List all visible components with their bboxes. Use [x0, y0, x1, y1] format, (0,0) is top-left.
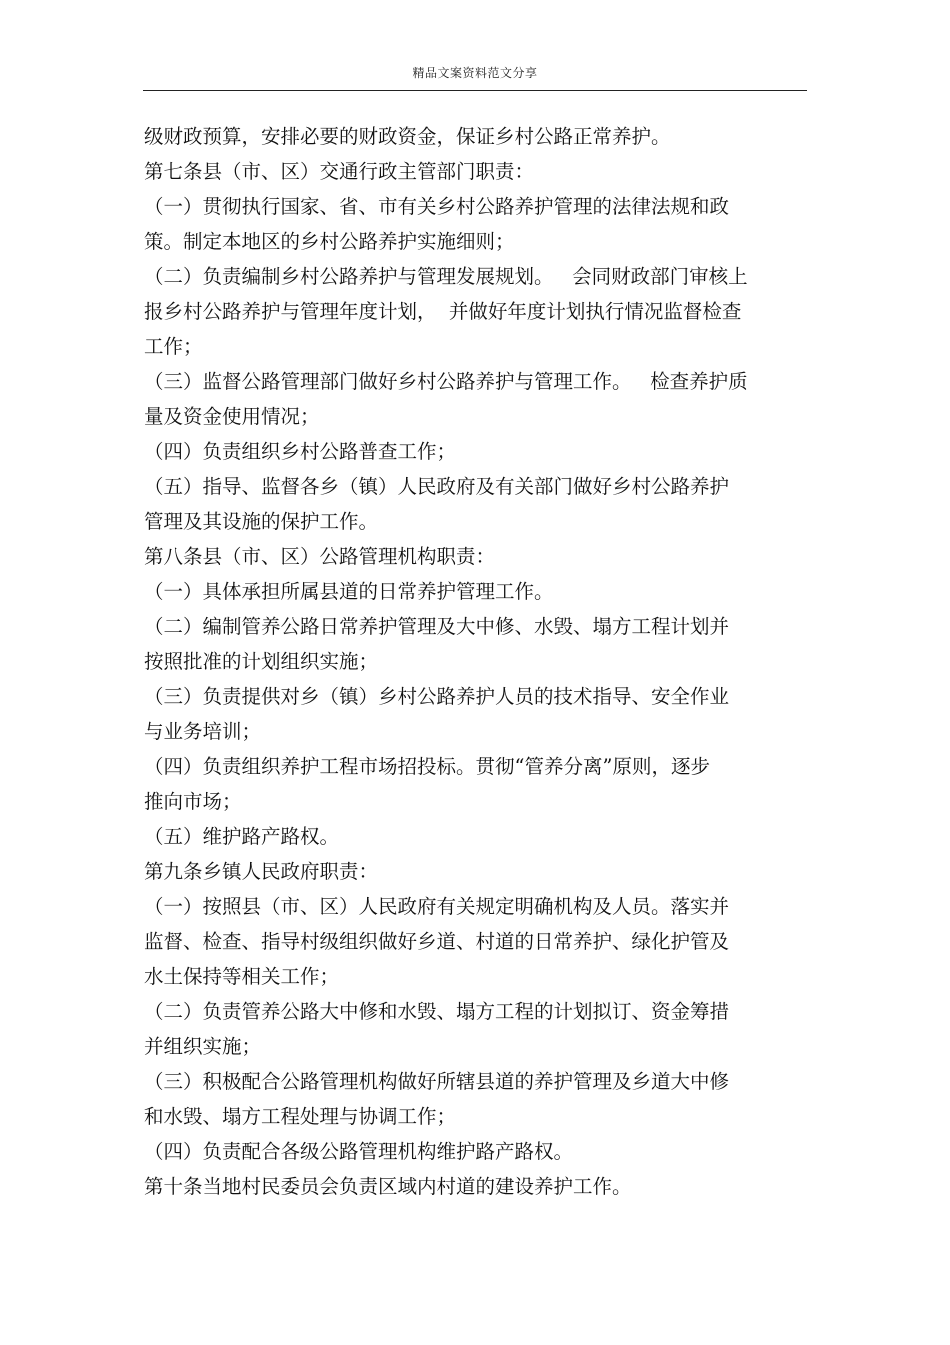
text-line: （三）积极配合公路管理机构做好所辖县道的养护管理及乡道大中修	[144, 1070, 730, 1093]
text-line: （二）负责管养公路大中修和水毁、塌方工程的计划拟订、资金筹措	[144, 1000, 730, 1023]
text-line: 按照批准的计划组织实施；	[144, 650, 379, 673]
text-line: 策。制定本地区的乡村公路养护实施细则；	[144, 230, 515, 253]
text-line: 与业务培训；	[144, 720, 262, 743]
text-line: （一）按照县（市、区）人民政府有关规定明确机构及人员。落实并	[144, 895, 730, 918]
text-line: （二）编制管养公路日常养护管理及大中修、水毁、塌方工程计划并	[144, 615, 730, 638]
text-line: （三）监督公路管理部门做好乡村公路养护与管理工作。 检查养护质	[144, 370, 748, 393]
article-heading: 第七条县（市、区）交通行政主管部门职责：	[144, 160, 535, 183]
text-line: 量及资金使用情况；	[144, 405, 320, 428]
text-line: （五）指导、监督各乡（镇）人民政府及有关部门做好乡村公路养护	[144, 475, 730, 498]
text-line: （四）负责组织养护工程市场招投标。贯彻“管养分离”原则，逐步	[144, 755, 710, 778]
article-heading: 第八条县（市、区）公路管理机构职责：	[144, 545, 496, 568]
text-line: （五）维护路产路权。	[144, 825, 340, 848]
text-line: （四）负责配合各级公路管理机构维护路产路权。	[144, 1140, 574, 1163]
text-line: 报乡村公路养护与管理年度计划， 并做好年度计划执行情况监督检查	[144, 300, 742, 323]
text-line: （三）负责提供对乡（镇）乡村公路养护人员的技术指导、安全作业	[144, 685, 730, 708]
text-line: （一）贯彻执行国家、省、市有关乡村公路养护管理的法律法规和政	[144, 195, 730, 218]
header-divider	[143, 90, 807, 91]
document-body	[144, 119, 808, 1204]
text-line: 监督、检查、指导村级组织做好乡道、村道的日常养护、绿化护管及	[144, 930, 730, 953]
text-line: 并组织实施；	[144, 1035, 262, 1058]
text-line: 推向市场；	[144, 790, 242, 813]
text-line: 水土保持等相关工作；	[144, 965, 340, 988]
text-line: （二）负责编制乡村公路养护与管理发展规划。 会同财政部门审核上	[144, 265, 748, 288]
text-line: （四）负责组织乡村公路普查工作；	[144, 440, 457, 463]
page-header: 精品文案资料范文分享	[412, 66, 538, 80]
text-line: 级财政预算，安排必要的财政资金，保证乡村公路正常养护。	[144, 125, 671, 148]
article-heading: 第九条乡镇人民政府职责：	[144, 860, 379, 883]
article-heading: 第十条当地村民委员会负责区域内村道的建设养护工作。	[144, 1175, 632, 1198]
text-line: 工作；	[144, 335, 203, 358]
text-line: 和水毁、塌方工程处理与协调工作；	[144, 1105, 457, 1128]
text-line: 管理及其设施的保护工作。	[144, 510, 379, 533]
text-line: （一）具体承担所属县道的日常养护管理工作。	[144, 580, 554, 603]
